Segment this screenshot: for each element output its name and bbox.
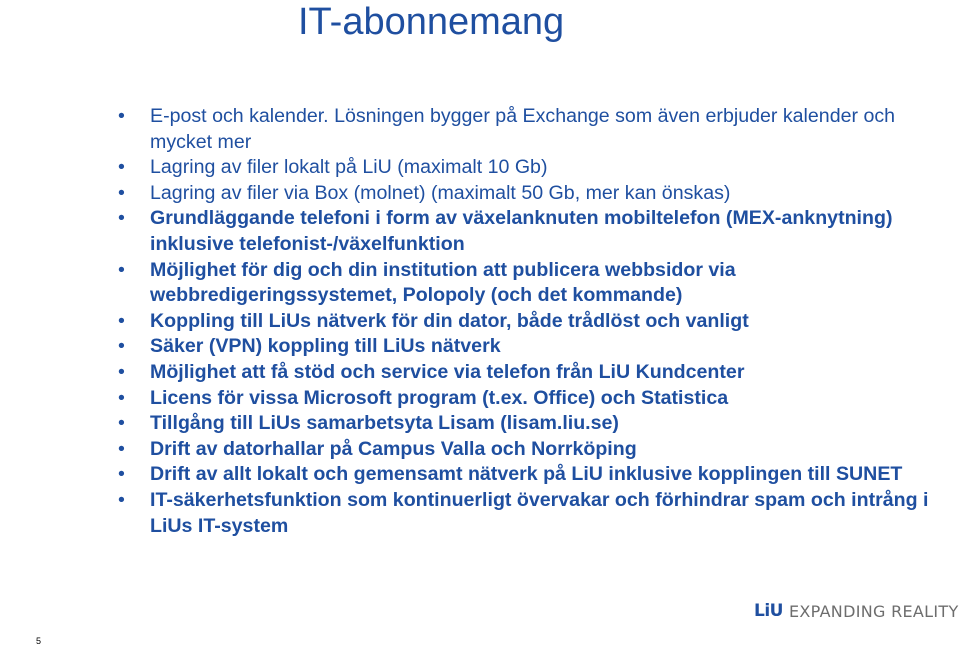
bullet-item: • Drift av datorhallar på Campus Valla och Norrköping: [118, 437, 938, 463]
bullet-item: • Drift av allt lokalt och gemensamt nätverk på LiU inklusive kopplingen till SUNET: [118, 462, 938, 488]
bullet-item: • Säker (VPN) koppling till LiUs nätverk: [118, 334, 938, 360]
logo-mark: LiU: [754, 601, 783, 621]
bullet-item: • Möjlighet att få stöd och service via telefon från LiU Kundcenter: [118, 360, 938, 386]
bullet-item: • Grundläggande telefoni i form av växelanknuten mobiltelefon (MEX-anknytning) inklusive telefonist-/växelfunktion: [118, 206, 938, 257]
bullet-item: • Lagring av filer lokalt på LiU (maximalt 10 Gb): [118, 155, 938, 181]
bullet-item: • Tillgång till LiUs samarbetsyta Lisam (lisam.liu.se): [118, 411, 938, 437]
liu-logo: [754, 601, 959, 621]
slide-title: IT-abonnemang: [298, 1, 565, 43]
bullet-item: • Koppling till LiUs nätverk för din dator, både trådlöst och vanligt: [118, 309, 938, 335]
bullet-item: • Licens för vissa Microsoft program (t.ex. Office) och Statistica: [118, 386, 938, 412]
bullet-item: • E-post och kalender. Lösningen bygger på Exchange som även erbjuder kalender och mycket mer: [118, 104, 938, 155]
bullet-item: • Möjlighet för dig och din institution att publicera webbsidor via webbredigeringssystemet, Polopoly (och det kommande): [118, 258, 938, 309]
logo-tagline: EXPANDING REALITY: [788, 601, 959, 621]
bullet-item: • Lagring av filer via Box (molnet) (maximalt 50 Gb, mer kan önskas): [118, 181, 938, 207]
bullet-item: • IT-säkerhetsfunktion som kontinuerligt övervakar och förhindrar spam och intrång i LiUs IT-system: [118, 488, 938, 539]
page-number: 5: [36, 636, 42, 646]
bullet-list: [118, 104, 938, 539]
